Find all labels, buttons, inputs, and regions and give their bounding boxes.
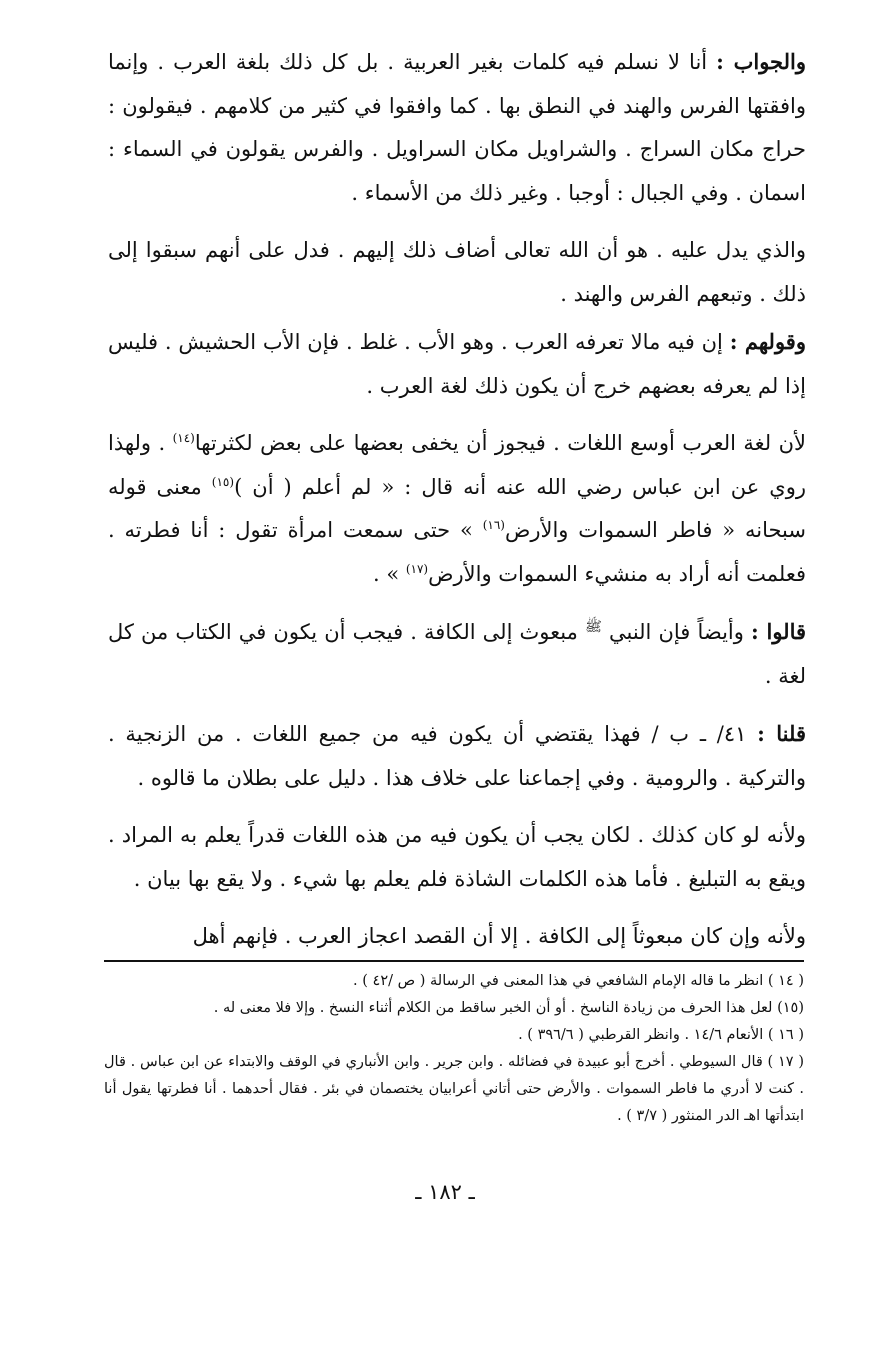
paragraph-text: . ولهذا روي عن ابن عباس رضي الله عنه أنه قال : « لم أعلم ( أن ) (108, 431, 806, 499)
paragraph-text: أنا لا نسلم فيه كلمات بغير العربية . بل كل ذلك بلغة العرب . وإنما وافقتها الفرس والهند في النطق بها . كما وافقوا في كثير من كلامهم . فيقولون : حراج مكان السراج . والشراويل مكان السراويل . والفرس يقولون في السماء : اسمان . وفي الجبال : أوجبا . وغير ذلك من الأسماء . (108, 50, 806, 205)
paragraph-because (108, 814, 806, 901)
paragraph-lead: قلنا : (757, 721, 807, 746)
page-number: ـ ١٨٢ ـ (415, 1180, 475, 1204)
paragraph-evidence (108, 229, 806, 316)
paragraph-lead: قالوا : (751, 619, 807, 644)
footnote-ref-16: (١٦) (482, 518, 505, 532)
footnote-ref-15: (١٥) (211, 474, 235, 489)
paragraph-text: إن فيه مالا تعرفه العرب . وهو الأب . غلط . فإن الأب الحشيش . فليس إذا لم يعرفه بعضهم خرج أن يكون ذلك لغة العرب . (108, 330, 806, 398)
paragraph-lead: والجواب : (716, 49, 806, 74)
footnote-ref-17: (١٧) (405, 561, 429, 576)
paragraph-text: معنى قوله سبحانه « فاطر السموات والأرض (108, 474, 806, 542)
paragraph-text: والذي يدل عليه . هو أن الله تعالى أضاف ذلك إليهم . فدل على أنهم سبقوا إلى ذلك . وتبعهم الفرس والهند . (108, 238, 806, 306)
paragraph-continuation (108, 915, 806, 959)
paragraph-their-saying (108, 320, 806, 408)
paragraph-text: ٤١/ ـ ب / فهذا يقتضي أن يكون فيه من جميع اللغات . من الزنجية . والتركية . والرومية . وفي إجماعنا على خلاف هذا . دليل على بطلان ما قالوه . (108, 722, 806, 790)
paragraph-text: » حتى سمعت امرأة تقول : أنا فطرته . فعلمت أنه أراد به منشيء السموات والأرض (108, 518, 806, 586)
footnote-15: (١٥) لعل هذا الحرف من زيادة الناسخ . أو أن الخبر ساقط من الكلام أثناء النسخ . وإلا فلا معنى له . (213, 1000, 804, 1016)
footnote-divider (104, 960, 804, 962)
paragraph-lead: وقولهم : (729, 329, 806, 354)
paragraph-text: » . (372, 561, 406, 586)
footnotes (104, 968, 804, 1130)
footnote-ref-14: (١٤) (172, 431, 195, 445)
paragraph-arab-language (108, 422, 806, 596)
salutation-glyph: ﷺ (584, 619, 602, 635)
paragraph-answer (108, 40, 806, 215)
paragraph-they-said (108, 610, 806, 698)
paragraph-text: لأن لغة العرب أوسع اللغات . فيجوز أن يخفى بعضها على بعض لكثرتها (194, 431, 806, 455)
footnote-17: ( ١٧ ) قال السيوطي . أخرج أبو عبيدة في فضائله . وابن جرير . وابن الأنباري في الوقف والابتداء عن ابن عباس . قال . كنت لا أدري ما فاطر السموات . والأرض حتى أتاني أعرابيان يختصمان في بئر . فقال أحدهما . أنا فطرتها يقول أنا ابتدأتها اهـ الدر المنثور ( ٣/٧ ) . (104, 1054, 804, 1124)
footnote-16: ( ١٦ ) الأنعام ١٤/٦ . وانظر القرطبي ( ٣٩٦/٦ ) . (518, 1027, 804, 1043)
footnote-14: ( ١٤ ) انظر ما قاله الإمام الشافعي في هذا المعنى في الرسالة ( ص /٤٢ ) . (353, 973, 804, 989)
paragraph-text: وأيضاً فإن النبي (601, 620, 751, 644)
paragraph-we-said (108, 712, 806, 800)
paragraph-text: مبعوث إلى الكافة . فيجب أن يكون في الكتاب من كل لغة . (108, 620, 806, 688)
paragraph-text: ولأنه وإن كان مبعوثاً إلى الكافة . إلا أن القصد اعجاز العرب . فإنهم أهل (192, 924, 806, 948)
main-text (108, 40, 806, 973)
paragraph-text: ولأنه لو كان كذلك . لكان يجب أن يكون فيه من هذه اللغات قدراً يعلم به المراد . ويقع به التبليغ . فأما هذه الكلمات الشاذة فلم يعلم بها شيء . ولا يقع بها بيان . (108, 823, 806, 891)
